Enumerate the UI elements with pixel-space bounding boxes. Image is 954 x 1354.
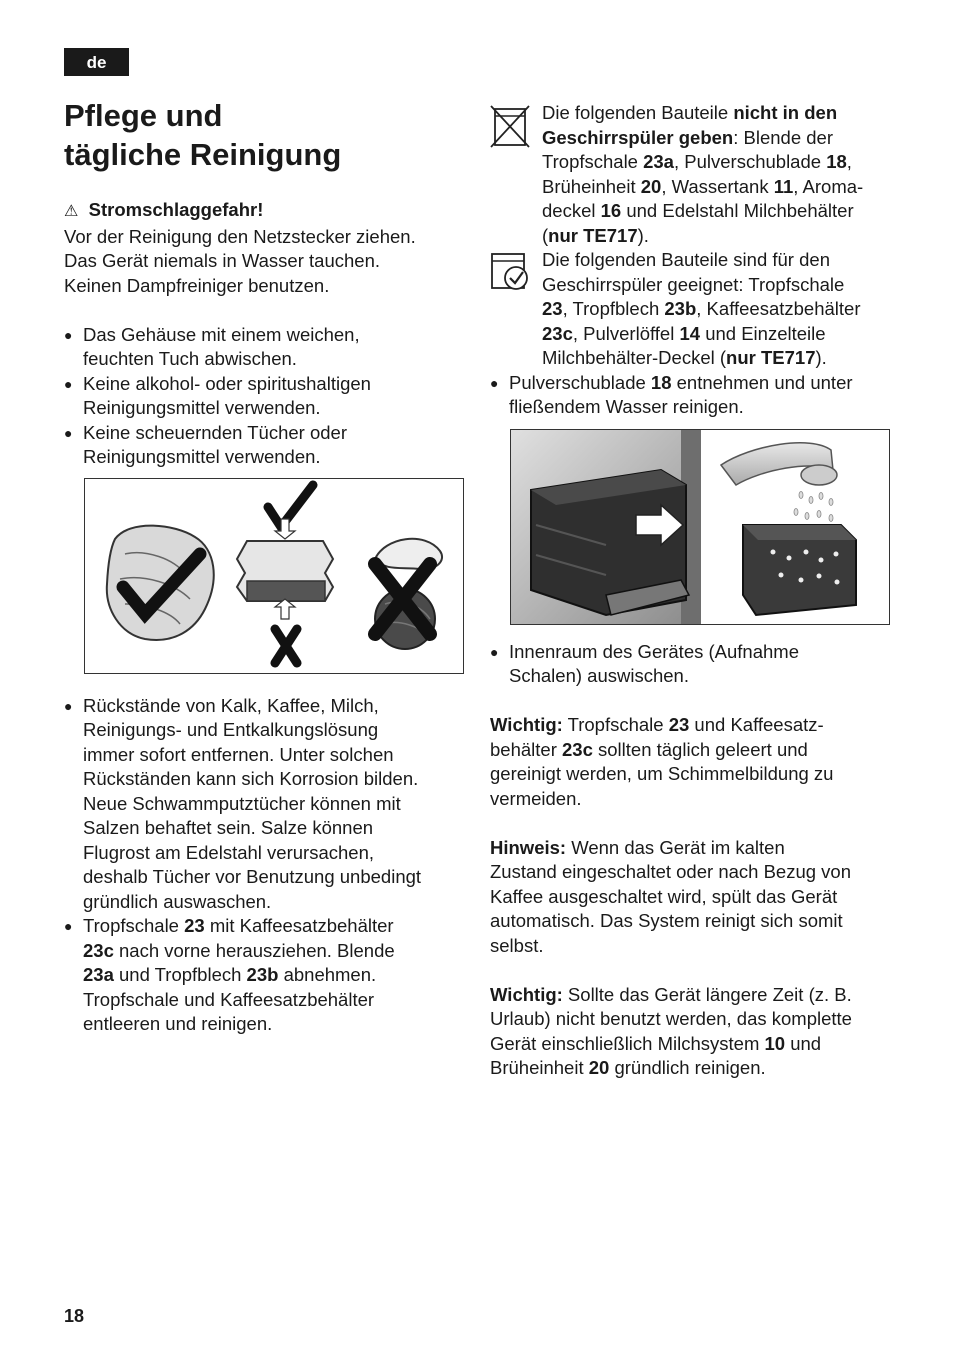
list-item-text: Flugrost am Edelstahl verursachen,	[83, 841, 374, 863]
list-item	[64, 914, 464, 1037]
list-item	[490, 640, 900, 689]
important-note-2	[490, 983, 900, 1081]
list-item-text: feuchten Tuch abwischen.	[83, 348, 297, 369]
list-item-text: ● Innenraum des Gerätes (Aufnahme	[509, 640, 799, 662]
list-item-text: 23a und Tropfblech 23b abnehmen.	[83, 964, 377, 985]
note-text: Milchbehälter-Deckel (nur TE717).	[542, 347, 827, 368]
cloth-sponge-illustration	[85, 479, 463, 673]
page-number: 18	[64, 1306, 85, 1326]
not-dishwasher-safe-icon	[490, 103, 530, 149]
powder-drawer-illustration	[510, 429, 890, 625]
list-item-text: ● Pulverschublade 18 entnehmen und unter	[509, 371, 853, 393]
list-item-text: Salzen behaftet sein. Salze können	[83, 817, 374, 838]
warning-line: Das Gerät niemals in Wasser tauchen.	[64, 250, 380, 271]
important-note-1	[490, 713, 900, 811]
note-text: Geschirrspüler geeignet: Tropfschale	[542, 273, 845, 295]
note-text: Zustand eingeschaltet oder nach Bezug von	[490, 861, 851, 882]
list-item	[64, 421, 464, 470]
checkmark-icon	[268, 485, 313, 527]
list-item	[64, 323, 464, 372]
list-item-text: ● Das Gehäuse mit einem weichen,	[83, 323, 360, 345]
note-text: Die folgenden Bauteile nicht in den	[542, 102, 838, 123]
title-line-1: Pflege und	[64, 98, 223, 133]
note-text: gereinigt werden, um Schimmelbildung zu	[490, 763, 834, 784]
note-text: Die folgenden Bauteile sind für den	[542, 249, 830, 270]
cleaning-illustration	[84, 478, 464, 674]
note-text: 23, Tropfblech 23b, Kaffeesatzbehälter	[542, 298, 861, 319]
list-item	[64, 372, 464, 421]
hint-note	[490, 836, 900, 959]
note-text: Geschirrspüler geben: Blende der	[542, 126, 833, 148]
title-line-2: tägliche Reinigung	[64, 137, 342, 172]
note-text: behälter 23c sollten täglich geleert und	[490, 738, 808, 760]
note-text: Kaffee ausgeschaltet wird, spült das Gerät	[490, 885, 838, 907]
warning-line: Keinen Dampfreiniger benutzen.	[64, 274, 330, 296]
list-item-text: deshalb Tücher vor Benutzung unbedingt	[83, 866, 422, 887]
list-item-text: ● Keine alkohol- oder spiritushaltigen	[83, 372, 371, 394]
warning-heading	[64, 198, 464, 225]
warning-icon: ⚠	[64, 203, 79, 220]
note-text: deckel 16 und Edelstahl Milchbehälter	[542, 200, 854, 221]
note-text: Hinweis: Wenn das Gerät im kalten	[490, 836, 785, 858]
not-dishwasher-note	[490, 101, 900, 248]
note-text: Brüheinheit 20 gründlich reinigen.	[490, 1057, 766, 1078]
note-text: Gerät einschließlich Milchsystem 10 und	[490, 1032, 822, 1054]
left-column	[64, 198, 464, 1037]
right-column	[490, 101, 900, 1081]
note-text: 23c, Pulverlöffel 14 und Einzelteile	[542, 322, 826, 344]
list-item-text: fließendem Wasser reinigen.	[509, 396, 744, 417]
note-text: selbst.	[490, 934, 544, 956]
list-item-text: Reinigungsmittel verwenden.	[83, 446, 321, 467]
note-text: Urlaub) nicht benutzt werden, das komplette	[490, 1008, 852, 1029]
powder-drawer-photo	[511, 430, 889, 624]
list-item-text: Rückständen kann sich Korrosion bilden.	[83, 768, 419, 789]
note-text: Tropfschale 23a, Pulverschublade 18,	[542, 151, 852, 172]
cross-icon	[275, 629, 297, 663]
list-item-text: Reinigungs- und Entkalkungslösung	[83, 719, 379, 740]
note-text: Wichtig: Sollte das Gerät längere Zeit (z. B.	[490, 983, 852, 1005]
warning-line: Vor der Reinigung den Netzstecker ziehen.	[64, 225, 416, 247]
list-item-text: entleeren und reinigen.	[83, 1013, 273, 1034]
list-item-text: ● Keine scheuernden Tücher oder	[83, 421, 347, 443]
list-item	[64, 694, 464, 915]
note-text: automatisch. Das System reinigt sich somit	[490, 910, 843, 931]
list-item-text: ● Rückstände von Kalk, Kaffee, Milch,	[83, 694, 379, 716]
list-item-text: immer sofort entfernen. Unter solchen	[83, 743, 394, 765]
note-text: vermeiden.	[490, 787, 582, 809]
warning-title: Stromschlaggefahr!	[88, 199, 264, 220]
list-item-text: 23c nach vorne herausziehen. Blende	[83, 939, 395, 961]
note-text: Brüheinheit 20, Wassertank 11, Aroma-	[542, 175, 864, 197]
language-tag: de	[64, 48, 129, 76]
list-item-text: ● Tropfschale 23 mit Kaffeesatzbehälter	[83, 915, 394, 936]
dishwasher-safe-icon	[490, 250, 530, 292]
list-item	[490, 371, 900, 420]
list-item-text: Tropfschale und Kaffeesatzbehälter	[83, 988, 375, 1010]
list-item-text: Reinigungsmittel verwenden.	[83, 397, 321, 418]
note-text: Wichtig: Tropfschale 23 und Kaffeesatz-	[490, 714, 824, 735]
page-title	[64, 96, 341, 174]
dishwasher-note	[490, 248, 900, 371]
note-text: (nur TE717).	[542, 224, 649, 246]
list-item-text: Neue Schwammputztücher können mit	[83, 792, 401, 814]
list-item-text: Schalen) auswischen.	[509, 665, 689, 686]
list-item-text: gründlich auswaschen.	[83, 890, 272, 912]
